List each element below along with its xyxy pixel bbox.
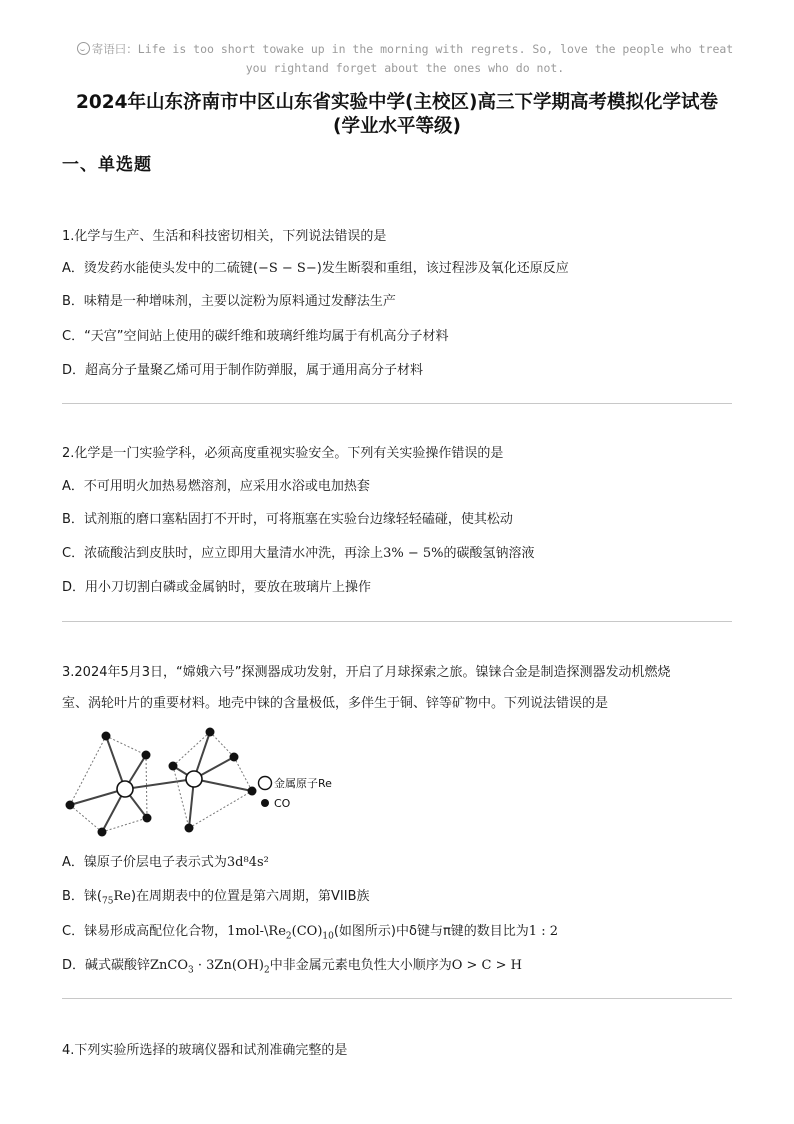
question-1-option-d: D．超高分子量聚乙烯可用于制作防弹服，属于通用高分子材料 [62,363,424,378]
co-ligand-atoms [66,728,257,837]
question-1-option-b: B．味精是一种增味剂，主要以淀粉为原料通过发酵法生产 [62,294,396,309]
motto-text [50,40,760,78]
legend-re-label: 金属原子Re [274,777,332,790]
question-1-stem: 1.化学与生产、生活和科技密切相关，下列说法错误的是 [62,229,387,244]
question-3-option-d: D．碱式碳酸锌ZnCO$_3$ · $3Zn(OH)_2$中非金属元素电负性大小顺序为O > C > H [62,958,522,976]
question-2-option-a: A．不可用明火加热易燃溶剂，应采用水浴或电加热套 [62,479,370,494]
question-4-stem: 4.下列实验所选择的玻璃仪器和试剂准确完整的是 [62,1043,348,1058]
question-3-stem-line-2: 室、涡轮叶片的重要材料。地壳中铼的含量极低，多伴生于铜、锌等矿物中。下列说法错误的是 [62,696,609,711]
legend-re-marker [259,777,272,790]
question-2-option-b: B．试剂瓶的磨口塞粘固打不开时，可将瓶塞在实验台边缘轻轻磕碰，使其松动 [62,512,513,527]
document-title [30,91,764,139]
motto-line-1: 寄语曰：Life is too short towake up in the morning with regrets. So, love the people who treat [50,40,760,59]
question-3-stem-line-1: 3.2024年5月3日，“嫦娥六号”探测器成功发射，开启了月球探索之旅。镍铼合金是制造探测器发动机燃烧 [62,665,671,680]
divider [62,403,732,404]
question-1-option-a: A．烫发药水能使头发中的二硫键(−S − S−)发生断裂和重组，该过程涉及氧化还原反应 [62,261,569,276]
question-2-option-c: C．浓硫酸沾到皮肤时，应立即用大量清水冲洗，再涂上3% − 5%的碳酸氢钠溶液 [62,546,535,561]
divider [62,621,732,622]
re2-co10-structure-figure [62,722,362,852]
question-1-option-c: C．“天宫”空间站上使用的碳纤维和玻璃纤维均属于有机高分子材料 [62,329,449,344]
title-line-1: 2024年山东济南市中区山东省实验中学(主校区)高三下学期高考模拟化学试卷 [76,92,718,113]
figure-legend [259,776,333,810]
title-line-2: (学业水平等级) [333,116,461,137]
section-heading: 一、单选题 [62,155,152,175]
question-3-option-a: A．镍原子价层电子表示式为3d⁸4s² [62,855,269,870]
smile-icon [77,42,90,55]
legend-co-label: CO [274,797,291,810]
divider [62,998,732,999]
question-3-option-c: C．铼易形成高配位化合物，$1mol-\backslash Re_2(CO)_{10}$(如图所示)中δ键与π键的数目比为1 : 2 [62,924,558,942]
legend-co-marker [261,799,269,807]
motto-line-2: you rightand forget about the ones who do not. [245,61,565,75]
question-3-option-b: B．铼$(_{75}Re)$在周期表中的位置是第六周期，第VIIB族 [62,889,370,907]
question-2-stem: 2.化学是一门实验学科，必须高度重视实验安全。下列有关实验操作错误的是 [62,446,504,461]
question-2-option-d: D．用小刀切割白磷或金属钠时，要放在玻璃片上操作 [62,580,372,595]
dashed-outline [70,732,252,832]
